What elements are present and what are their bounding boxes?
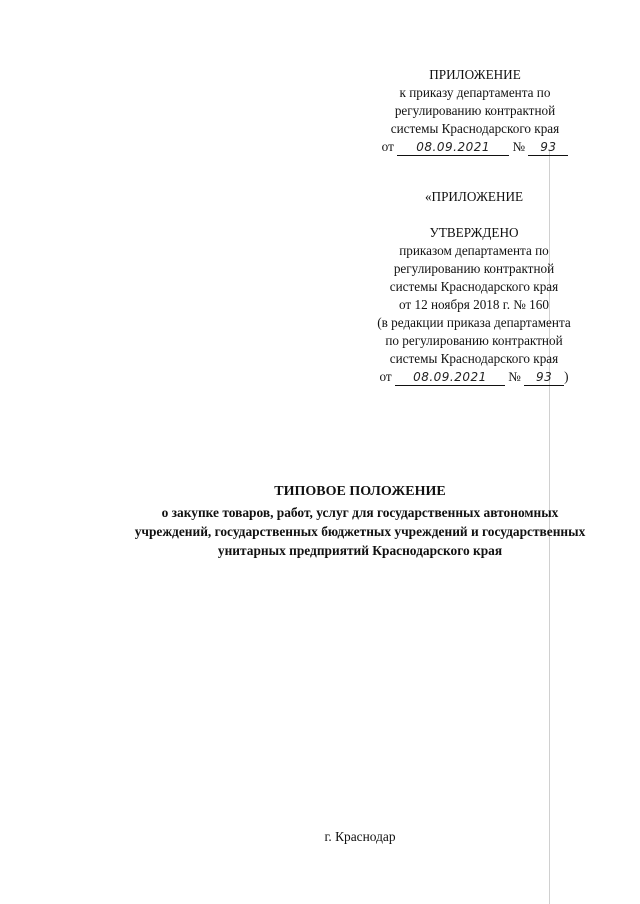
handwritten-number-field [524,369,564,386]
approval-block [346,188,602,386]
approval-line: системы Краснодарского края [389,351,559,366]
spacer [346,206,602,224]
approval-line: (в редакции приказа департамента [377,315,571,330]
appendix-block [360,66,590,156]
date-prefix: от [379,369,392,384]
approval-line: регулированию контрактной [393,261,555,276]
date-prefix: от [381,139,394,154]
number-prefix: № [512,139,526,154]
city-footer: г. Краснодар [324,829,396,844]
handwritten-date: 08.09.2021 [416,140,490,154]
handwritten-number: 93 [540,140,557,154]
approval-line: от 12 ноября 2018 г. № 160 [399,297,549,312]
approval-line: по регулированию контрактной [385,333,563,348]
handwritten-date-field [395,369,505,386]
appendix-signature-line [360,138,590,156]
document-title: ТИПОВОЕ ПОЛОЖЕНИЕ [274,484,446,499]
appendix-line: системы Краснодарского края [390,121,560,136]
closing-paren: ) [564,369,569,384]
handwritten-date: 08.09.2021 [413,370,487,384]
document-title-block [100,482,620,560]
appendix-line: регулированию контрактной [394,103,556,118]
approved-heading: УТВЕРЖДЕНО [429,225,519,240]
handwritten-number-field [528,139,568,156]
approval-line: приказом департамента по [399,243,549,258]
document-subtitle-line: о закупке товаров, работ, услуг для государственных автономных [161,505,559,520]
approval-appendix-heading: «ПРИЛОЖЕНИЕ [424,189,524,204]
document-subtitle-line: учреждений, государственных бюджетных учреждений и государственных [134,524,586,539]
document-subtitle-line: унитарных предприятий Краснодарского края [217,543,503,558]
handwritten-number: 93 [535,370,553,384]
approval-line: системы Краснодарского края [389,279,559,294]
appendix-line: к приказу департамента по [399,85,551,100]
appendix-heading: ПРИЛОЖЕНИЕ [429,67,521,82]
number-prefix: № [508,369,521,384]
handwritten-date-field [397,139,509,156]
approval-signature-line [346,368,602,386]
